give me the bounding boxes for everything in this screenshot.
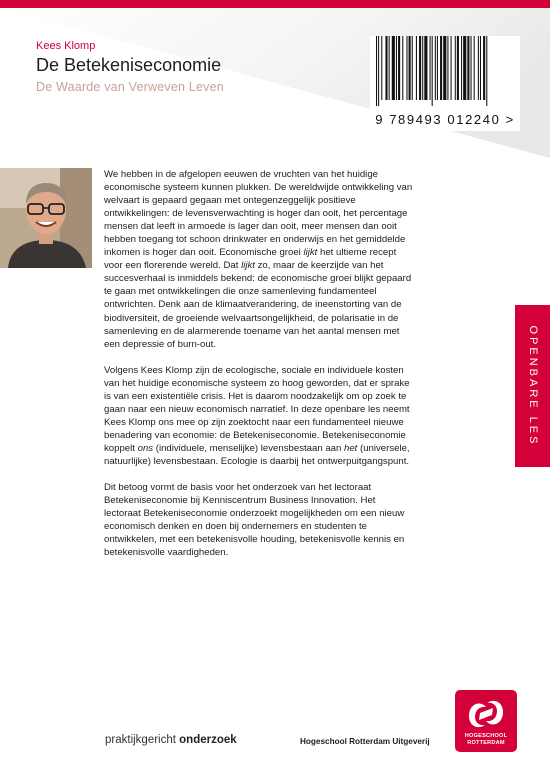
logo-mark-icon: [466, 696, 506, 732]
series-name: [105, 734, 237, 746]
side-tab-openbare-les: [515, 305, 550, 467]
p1-segment: We hebben in de afgelopen eeuwen de vruchten van het huidige economische systeem kunnen plukken. De wereldwijde ontwikkeling van welvaart is gepaard gegaan met ontegenzeggelijk positieve ontwikkelingen: de levensverwachting is hoger dan ooit, het percentage mensen dat leeft in armoede is lager dan ooit, meer mensen dan ooit hebben toegang tot schoon drinkwater en onderwijs en het gemiddelde inkomen is hoger dan ooit. Economische groei: [104, 169, 413, 259]
p2-segment: Volgens Kees Klomp zijn de ecologische, sociale en individuele kosten van het huidige economische systeem zo hoog geworden, dat er sprake is van een existentiële crisis. Het is daarom noodzakelijk om op zoek te gaan naar een nieuw economisch narratief. In deze openbare les neemt Kees Klomp ons mee op zijn zoektocht naar een fundamenteel nieuwe benadering van economie: de Betekeniseconomie. Betekeniseconomie koppelt: [104, 364, 410, 454]
barcode-bar: [385, 36, 387, 100]
barcode-bars: [374, 36, 516, 106]
p1-segment: lijkt: [303, 247, 318, 259]
hogeschool-rotterdam-logo: [455, 690, 517, 752]
barcode-bar: [398, 36, 400, 100]
barcode-bar: [474, 36, 475, 100]
p1-segment: lijkt: [241, 260, 255, 272]
barcode-bar: [451, 36, 452, 100]
publisher-name: Hogeschool Rotterdam Uitgeverij: [300, 737, 430, 746]
side-tab-label: OPENBARE LES: [526, 325, 539, 447]
barcode-bar: [419, 36, 421, 100]
barcode-bar: [416, 36, 417, 100]
barcode-bar: [447, 36, 448, 100]
barcode-bar: [437, 36, 438, 100]
logo-line-2: ROTTERDAM: [467, 740, 505, 746]
barcode-bar: [463, 36, 466, 100]
barcode-bar: [471, 36, 472, 100]
body-text: [104, 168, 414, 572]
barcode-bar: [486, 36, 487, 106]
barcode-bar: [467, 36, 469, 100]
barcode-bar: [457, 36, 459, 100]
barcode-bar: [424, 36, 427, 100]
paragraph-intro: [104, 168, 414, 351]
barcode-bar: [392, 36, 395, 100]
logo-line-1: HOGESCHOOL: [464, 733, 508, 739]
barcode-bar: [376, 36, 377, 106]
barcode-bar: [396, 36, 397, 100]
barcode-bar: [422, 36, 423, 100]
barcode-bar: [432, 36, 433, 106]
barcode-bar: [406, 36, 407, 100]
book-subtitle: De Waarde van Verweven Leven: [36, 80, 224, 94]
isbn-number: 9 789493 012240 >: [375, 112, 515, 127]
p2-segment: het: [344, 442, 358, 454]
p2-segment: (universele, natuurlijke) levensbestaan. Ecologie is daarbij het ontwerpuitgangspunt.: [104, 442, 410, 467]
barcode-bar: [455, 36, 456, 100]
paragraph-crisis: [104, 364, 414, 468]
barcode-bar: [461, 36, 462, 100]
barcode-bar: [402, 36, 403, 100]
p2-segment: ons: [137, 442, 154, 454]
barcode-bar: [412, 36, 413, 100]
barcode-bar: [435, 36, 436, 100]
book-title: De Betekeniseconomie: [36, 55, 222, 75]
barcode-bar: [443, 36, 446, 100]
series-bold: onderzoek: [179, 734, 237, 746]
barcode-bar: [478, 36, 479, 100]
barcode-bar: [389, 36, 390, 100]
author-name: Kees Klomp: [36, 40, 96, 52]
barcode-bar: [378, 36, 379, 106]
barcode-bar: [430, 36, 431, 100]
barcode-bar: [480, 36, 481, 100]
barcode-bar: [440, 36, 442, 100]
top-accent-bar: [0, 0, 550, 8]
p1-segment: het ultieme recept voor een florerende wereld. Dat: [104, 247, 397, 272]
p1-segment: zo, maar de keerzijde van het succesverhaal is inmiddels bekend: de economische groei blijkt gepaard te gaan met ontwikkelingen die onze samenleving fundamenteel ontwrichten. Denk aan de klimaatverandering, de ineenstorting van de biodiversiteit, de groeiende welvaartsongelijkheid, de polarisatie in de samenleving en de alarmerende toename van het aantal mensen met een depressie of burn-out.: [104, 260, 412, 350]
author-photo: [0, 168, 92, 268]
p3-segment: Dit betoog vormt de basis voor het onderzoek van het lectoraat Betekeniseconomie bij Kenniscentrum Business Innovation. Het lectoraat Betekeniseconomie onderzoekt mogelijkheden om een nieuw economisch denken en doen bij ondernemers en studenten te ontwikkelen, met een betekenisvolle houding, betekenisvolle kennis en betekenisvolle vaardigheden.: [104, 482, 405, 559]
barcode-bar: [381, 36, 382, 100]
series-light: praktijkgericht: [105, 734, 180, 746]
p2-segment: (individuele, menselijke) levensbestaan aan: [153, 442, 344, 454]
barcode-bar: [409, 36, 411, 100]
paragraph-lectoraat: [104, 481, 414, 559]
barcode-bar: [483, 36, 485, 100]
barcode: [370, 36, 520, 131]
